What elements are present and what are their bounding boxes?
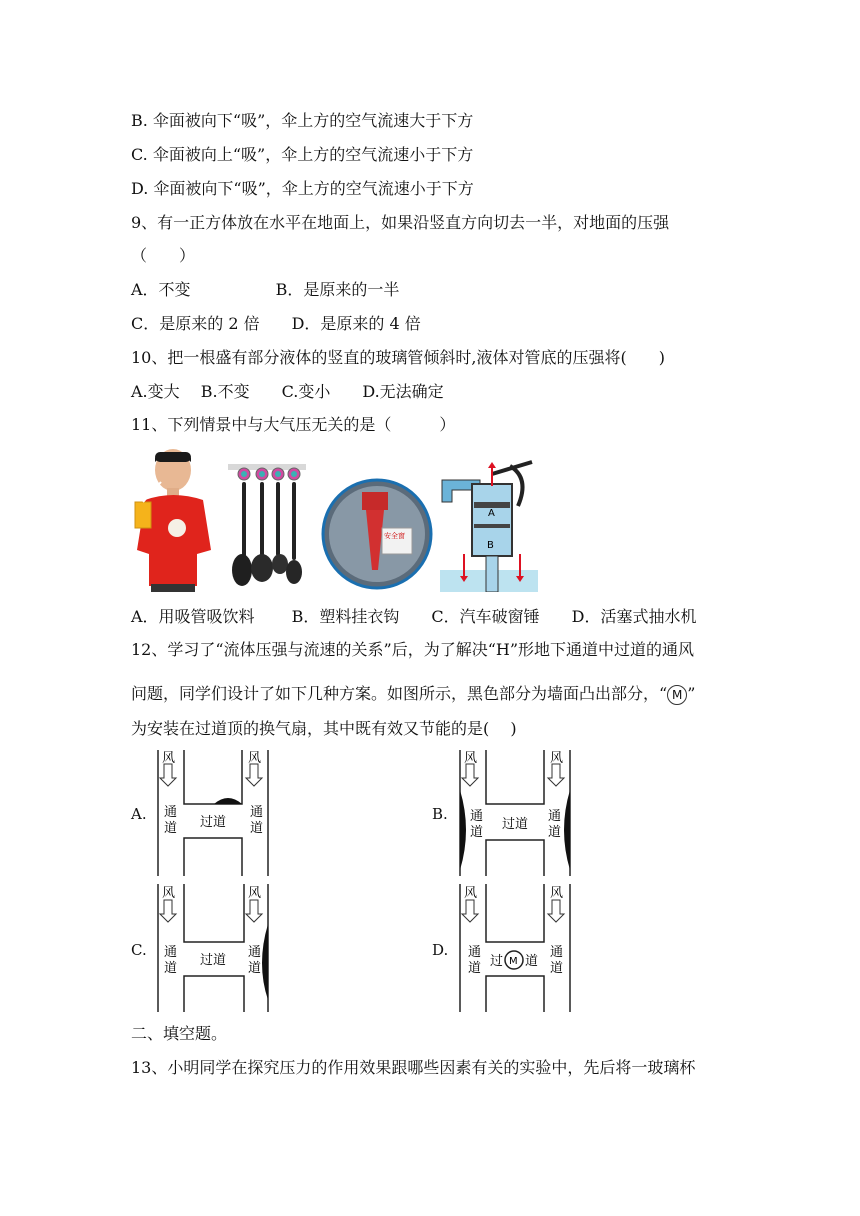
channel-right-2: 道 <box>250 821 264 836</box>
wind-label-left: 风 <box>162 751 176 766</box>
passage-label: 过道 <box>200 815 227 830</box>
passage-label-dao: 道 <box>525 954 539 969</box>
q8-option-c: C. 伞面被向上“吸”，伞上方的空气流速小于下方 <box>131 145 474 164</box>
q12-stem-2 <box>131 684 695 705</box>
wind-label-left: 风 <box>162 886 176 901</box>
q10-stem: 10、把一根盛有部分液体的竖直的玻璃管倾斜时,液体对管底的压强将( ) <box>131 348 665 367</box>
section-2-heading: 二、填空题。 <box>131 1024 228 1043</box>
channel-right-1: 通 <box>548 809 562 824</box>
q9-stem: 9、有一正方体放在水平在地面上，如果沿竖直方向切去一半，对地面的压强 <box>131 213 670 232</box>
channel-right-2: 道 <box>548 825 562 840</box>
passage-label-guo: 过 <box>490 954 504 969</box>
passage-label: 过道 <box>200 953 227 968</box>
diagram-option-a <box>154 750 272 876</box>
option-b-label: B. <box>432 805 448 823</box>
safety-hammer-image <box>320 478 435 590</box>
q11-stem: 11、下列情景中与大气压无关的是（ ） <box>131 415 456 434</box>
channel-right-1: 通 <box>550 945 564 960</box>
q13-stem: 13、小明同学在探究压力的作用效果跟哪些因素有关的实验中，先后将一玻璃杯 <box>131 1058 696 1077</box>
piston-pump-image <box>440 458 538 592</box>
option-a-label: A. <box>131 805 147 823</box>
pump-valve-b: B <box>487 540 494 551</box>
channel-right-2: 道 <box>248 961 262 976</box>
q9-options-ab: A．不变 B．是原来的一半 <box>131 280 400 299</box>
sign-text: 安全窗 <box>384 532 405 540</box>
wind-label-right: 风 <box>248 886 262 901</box>
diagram-option-c <box>154 884 272 1012</box>
wind-label-right: 风 <box>550 751 564 766</box>
diagram-option-d <box>456 884 574 1012</box>
channel-left-1: 通 <box>164 945 178 960</box>
option-d-label: D. <box>432 941 449 959</box>
option-c-label: C. <box>131 941 147 959</box>
channel-left-2: 道 <box>468 961 482 976</box>
wind-label-right: 风 <box>248 751 262 766</box>
q8-option-d: D. 伞面被向下“吸”，伞上方的空气流速小于下方 <box>131 179 474 198</box>
wind-label-left: 风 <box>464 886 478 901</box>
q10-options: A.变大 B.不变 C.变小 D.无法确定 <box>131 382 444 401</box>
channel-left-1: 通 <box>164 805 178 820</box>
fan-m-icon: M <box>509 956 518 967</box>
boy-drinking-image <box>131 446 214 592</box>
q9-options-cd: C．是原来的 2 倍 D．是原来的 4 倍 <box>131 314 421 333</box>
passage-label: 过道 <box>502 817 529 832</box>
q12-stem-1: 12、学习了“流体压强与流速的关系”后，为了解决“H”形地下通道中过道的通风 <box>131 640 695 659</box>
channel-right-2: 道 <box>550 961 564 976</box>
plastic-hooks-image <box>222 462 310 590</box>
fan-symbol-icon: M <box>667 685 687 705</box>
q12-stem-3: 为安装在过道顶的换气扇，其中既有效又节能的是( ) <box>131 719 517 738</box>
q9-answer-paren: （ ） <box>131 246 196 265</box>
wind-label-left: 风 <box>464 751 478 766</box>
wind-label-right: 风 <box>550 886 564 901</box>
channel-right-1: 通 <box>248 945 262 960</box>
q12-stem-2-text: 问题，同学们设计了如下几种方案。如图所示，黑色部分为墙面凸出部分，“ <box>131 684 668 703</box>
diagram-option-b <box>456 750 574 876</box>
channel-left-2: 道 <box>164 821 178 836</box>
channel-left-1: 通 <box>468 945 482 960</box>
q8-option-b: B. 伞面被向下“吸”，伞上方的空气流速大于下方 <box>131 111 474 130</box>
channel-left-2: 道 <box>470 825 484 840</box>
pump-valve-a: A <box>488 508 495 519</box>
q11-options: A．用吸管吸饮料 B．塑料挂衣钩 C．汽车破窗锤 D．活塞式抽水机 <box>131 607 697 626</box>
channel-left-1: 通 <box>470 809 484 824</box>
q12-stem-2-close: ” <box>687 684 696 703</box>
channel-right-1: 通 <box>250 805 264 820</box>
channel-left-2: 道 <box>164 961 178 976</box>
